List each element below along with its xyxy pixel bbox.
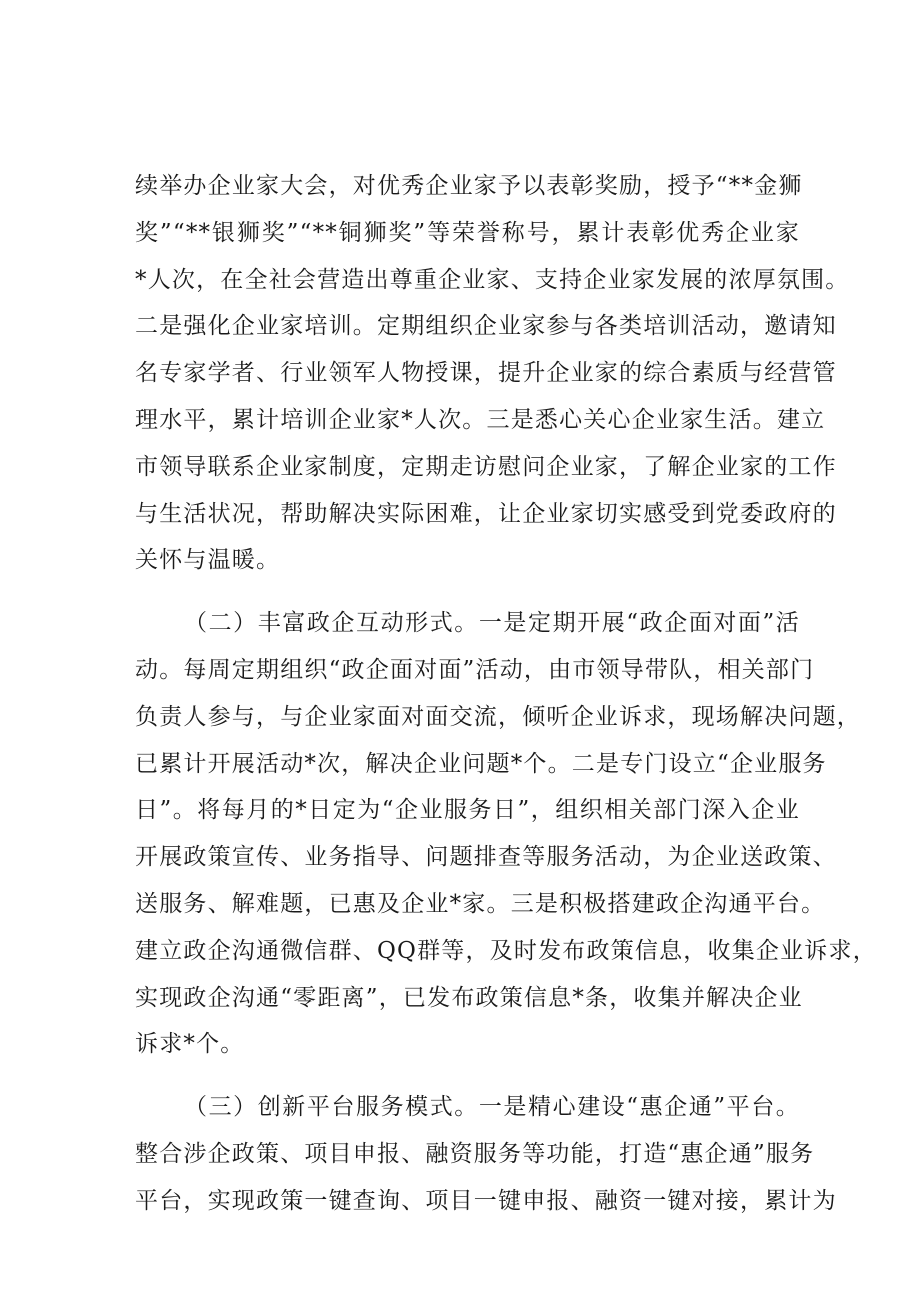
text-line: 与生活状况，帮助解决实际困难，让企业家切实感受到党委政府的 — [135, 500, 837, 527]
text-line: 开展政策宣传、业务指导、问题排查等服务活动，为企业送政策、 — [135, 844, 837, 871]
text-line: 日”。将每月的*日定为“企业服务日”，组织相关部门深入企业 — [135, 797, 800, 824]
text-line: 名专家学者、行业领军人物授课，提升企业家的综合素质与经营管 — [135, 360, 837, 387]
text-line: （三）创新平台服务模式。一是精心建设“惠企通”平台。 — [184, 1094, 800, 1121]
document-body — [135, 163, 877, 1225]
paragraph-platform-service — [135, 1084, 837, 1224]
text-line: 关怀与温暖。 — [135, 547, 281, 574]
text-line: （二）丰富政企互动形式。一是定期开展“政企面对面”活 — [184, 610, 800, 637]
paragraph-government-enterprise-interaction — [135, 600, 877, 1068]
text-line: 已累计开展活动*次，解决企业问题*个。二是专门设立“企业服务 — [135, 750, 827, 777]
text-line: 理水平，累计培训企业家*人次。三是悉心关心企业家生活。建立 — [135, 406, 826, 433]
text-line: 建立政企沟通微信群、QQ群等，及时发布政策信息，收集企业诉求， — [135, 937, 877, 964]
text-line: 二是强化企业家培训。定期组织企业家参与各类培训活动，邀请知 — [135, 313, 837, 340]
paragraph-gap — [135, 584, 800, 600]
text-line: 平台，实现政策一键查询、项目一键申报、融资一键对接，累计为 — [135, 1187, 837, 1214]
paragraph-gap — [135, 1068, 800, 1084]
text-line: 奖”“**银狮奖”“**铜狮奖”等荣誉称号，累计表彰优秀企业家 — [135, 219, 800, 246]
text-line: 市领导联系企业家制度，定期走访慰问企业家，了解企业家的工作 — [135, 453, 837, 480]
text-line: 动。每周定期组织“政企面对面”活动，由市领导带队，相关部门 — [135, 656, 815, 683]
text-line: 续举办企业家大会，对优秀企业家予以表彰奖励，授予“**金狮 — [135, 173, 803, 199]
text-line: 诉求*个。 — [135, 1031, 245, 1058]
text-line: 整合涉企政策、项目申报、融资服务等功能，打造“惠企通”服务 — [135, 1140, 815, 1167]
paragraph-enterprise-honors — [135, 163, 850, 584]
text-line: 送服务、解难题，已惠及企业*家。三是积极搭建政企沟通平台。 — [135, 890, 826, 917]
text-line: 实现政企沟通“零距离”，已发布政策信息*条，收集并解决企业 — [135, 984, 803, 1011]
text-line: 负责人参与，与企业家面对面交流，倾听企业诉求，现场解决问题， — [135, 703, 861, 730]
text-line: *人次，在全社会营造出尊重企业家、支持企业家发展的浓厚氛围。 — [135, 266, 850, 293]
